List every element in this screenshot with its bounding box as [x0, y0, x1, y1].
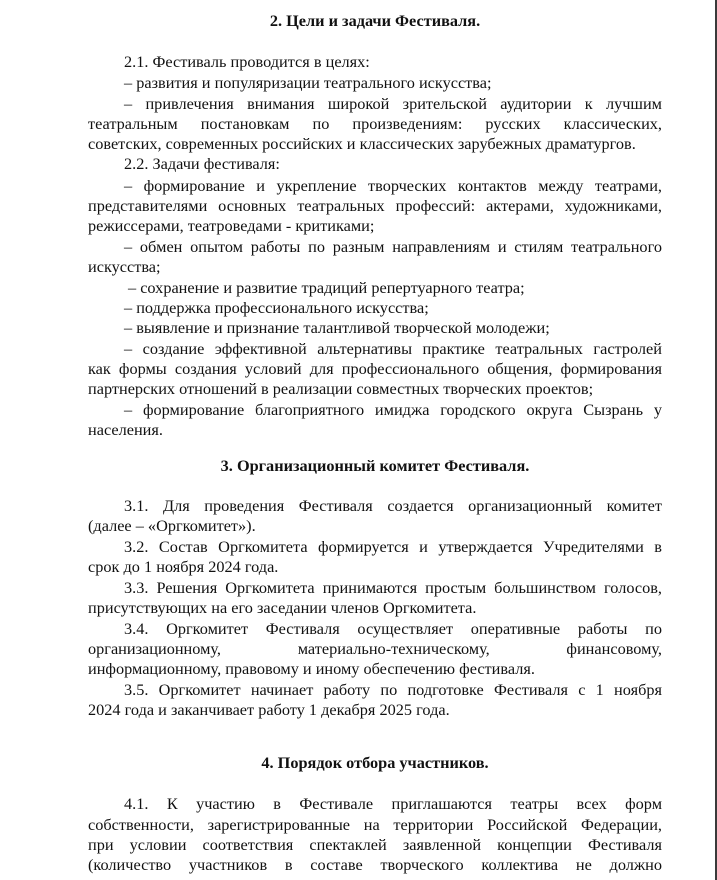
paragraph-line: 3.3. Решения Оргкомитета принимаются простым большинством голосов, [124, 578, 662, 597]
section-2-heading: 2. Цели и задачи Фестиваля. [269, 11, 481, 30]
paragraph-line: 2024 года и заканчивает работу 1 декабря 2025 года. [88, 700, 450, 719]
paragraph-word: организационному, [88, 639, 221, 658]
section-4-heading: 4. Порядок отбора участников. [261, 753, 489, 772]
paragraph-line [88, 639, 662, 659]
paragraph-word: материально-техническому, [297, 639, 490, 658]
paragraph-line: 4.1. К участию в Фестивале приглашаются театры всех форм [124, 794, 662, 813]
paragraph-line: 2.2. Задачи фестиваля: [124, 154, 280, 173]
paragraph-line: советских, современных российских и классических зарубежных драматургов. [88, 134, 636, 153]
paragraph-line: – сохранение и развитие традиций репертуарного театра; [128, 278, 525, 297]
paragraph-line: 3.4. Оргкомитет Фестиваля осуществляет оперативные работы по [124, 619, 662, 638]
paragraph-line: при условии соответствия спектаклей заявленной концепции Фестиваля [88, 835, 662, 854]
paragraph-line: – формирование благоприятного имиджа городского округа Сызрань у [124, 400, 662, 419]
paragraph-line: населения. [88, 420, 163, 439]
paragraph-line: (количество участников в составе творческого коллектива не должно [88, 855, 662, 874]
paragraph-line: срок до 1 ноября 2024 года. [88, 557, 279, 576]
paragraph-line: присутствующих на его заседании членов Оргкомитета. [88, 598, 477, 617]
paragraph-line: – обмен опытом работы по разным направлениям и стилям театрального [124, 237, 662, 256]
paragraph-line: – формирование и укрепление творческих контактов между театрами, [124, 176, 662, 195]
paragraph-line: искусства; [88, 257, 161, 276]
paragraph-line: – привлечения внимания широкой зрительской аудитории к лучшим [124, 94, 662, 113]
paragraph-line: – создание эффективной альтернативы практике театральных гастролей [124, 339, 662, 358]
paragraph-line: партнерских отношений в реализации совместных творческих проектов; [88, 379, 594, 398]
paragraph-line: (далее – «Оргкомитет»). [88, 516, 256, 535]
paragraph-line: – выявление и признание талантливой творческой молодежи; [124, 318, 550, 337]
paragraph-line: как формы создания условий для профессионального общения, формирования [88, 359, 662, 378]
section-3-heading: 3. Организационный комитет Фестиваля. [220, 456, 530, 475]
paragraph-line: собственности, зарегистрированные на территории Российской Федерации, [88, 815, 662, 834]
paragraph-line: представителями основных театральных профессий: актерами, художниками, [88, 196, 662, 215]
paragraph-line: театральным постановкам по произведениям: русских классических, [88, 114, 662, 133]
paragraph-line: 2.1. Фестиваль проводится в целях: [124, 52, 370, 71]
paragraph-line: 3.1. Для проведения Фестиваля создается организационный комитет [124, 496, 662, 515]
paragraph-line: – поддержка профессионального искусства; [124, 298, 429, 317]
paragraph-word: финансовому, [566, 639, 662, 658]
paragraph-line: 3.2. Состав Оргкомитета формируется и утверждается Учредителями в [124, 537, 662, 556]
paragraph-line: режиссерами, театроведами - критиками; [88, 216, 375, 235]
paragraph-line: информационному, правовому и иному обеспечению фестиваля. [88, 659, 535, 678]
paragraph-line: – развития и популяризации театрального искусства; [124, 73, 492, 92]
paragraph-line: 3.5. Оргкомитет начинает работу по подготовке Фестиваля с 1 ноября [124, 680, 662, 699]
